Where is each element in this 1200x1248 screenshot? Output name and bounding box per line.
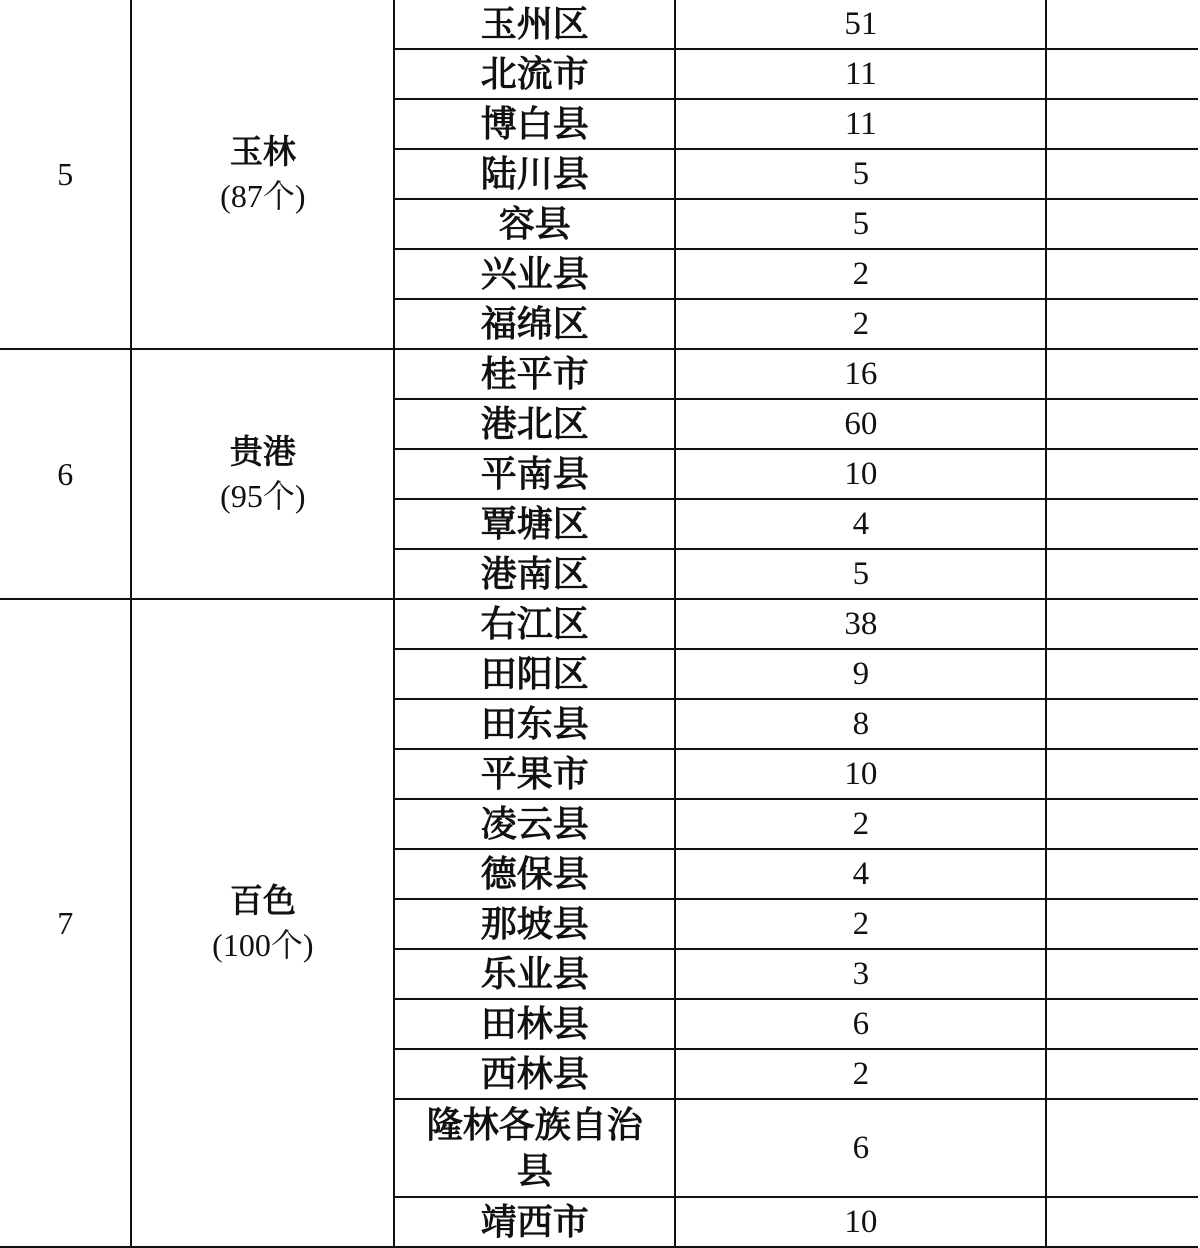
county-cell: 港南区: [394, 549, 675, 599]
note-cell: [1046, 399, 1198, 449]
note-cell: [1046, 949, 1198, 999]
count-cell: 3: [675, 949, 1046, 999]
county-cell: 平南县: [394, 449, 675, 499]
seq-cell: 6: [0, 349, 131, 599]
count-cell: 5: [675, 549, 1046, 599]
county-cell: 隆林各族自治县: [394, 1099, 675, 1197]
county-cell: 田东县: [394, 699, 675, 749]
note-cell: [1046, 49, 1198, 99]
count-cell: 4: [675, 849, 1046, 899]
city-cell: [131, 0, 394, 349]
note-cell: [1046, 699, 1198, 749]
city-name: 贵港: [229, 432, 296, 471]
count-cell: 10: [675, 449, 1046, 499]
count-cell: 2: [675, 1049, 1046, 1099]
count-cell: 11: [675, 49, 1046, 99]
note-cell: [1046, 599, 1198, 649]
city-cell: [131, 599, 394, 1247]
county-cell: 桂平市: [394, 349, 675, 399]
county-cell: 平果市: [394, 749, 675, 799]
count-cell: 10: [675, 1197, 1046, 1247]
county-cell: 那坡县: [394, 899, 675, 949]
city-count: (87个): [220, 178, 306, 214]
note-cell: [1046, 249, 1198, 299]
county-cell: 博白县: [394, 99, 675, 149]
table-row: [0, 349, 1198, 399]
note-cell: [1046, 0, 1198, 49]
county-cell: 福绵区: [394, 299, 675, 349]
note-cell: [1046, 799, 1198, 849]
count-cell: 10: [675, 749, 1046, 799]
count-cell: 60: [675, 399, 1046, 449]
count-cell: 2: [675, 249, 1046, 299]
count-cell: 6: [675, 999, 1046, 1049]
county-cell: 凌云县: [394, 799, 675, 849]
note-cell: [1046, 649, 1198, 699]
city-name: 百色: [229, 881, 296, 920]
note-cell: [1046, 1197, 1198, 1247]
city-count: (95个): [220, 478, 306, 514]
county-cell: 西林县: [394, 1049, 675, 1099]
count-cell: 5: [675, 199, 1046, 249]
note-cell: [1046, 749, 1198, 799]
count-cell: 2: [675, 299, 1046, 349]
count-cell: 51: [675, 0, 1046, 49]
note-cell: [1046, 299, 1198, 349]
count-cell: 4: [675, 499, 1046, 549]
count-cell: 38: [675, 599, 1046, 649]
seq-cell: 7: [0, 599, 131, 1247]
count-cell: 6: [675, 1099, 1046, 1197]
count-cell: 11: [675, 99, 1046, 149]
note-cell: [1046, 499, 1198, 549]
count-cell: 8: [675, 699, 1046, 749]
county-cell: 兴业县: [394, 249, 675, 299]
county-cell: 乐业县: [394, 949, 675, 999]
count-cell: 9: [675, 649, 1046, 699]
note-cell: [1046, 149, 1198, 199]
count-cell: 5: [675, 149, 1046, 199]
county-cell: 港北区: [394, 399, 675, 449]
note-cell: [1046, 849, 1198, 899]
note-cell: [1046, 199, 1198, 249]
city-count: (100个): [212, 927, 314, 963]
county-cell: 北流市: [394, 49, 675, 99]
count-cell: 16: [675, 349, 1046, 399]
table-row: [0, 599, 1198, 649]
county-cell: 右江区: [394, 599, 675, 649]
note-cell: [1046, 999, 1198, 1049]
county-cell: 玉州区: [394, 0, 675, 49]
note-cell: [1046, 1049, 1198, 1099]
city-name: 玉林: [229, 132, 296, 171]
county-cell: 容县: [394, 199, 675, 249]
county-cell: 德保县: [394, 849, 675, 899]
county-cell: 田林县: [394, 999, 675, 1049]
note-cell: [1046, 99, 1198, 149]
count-cell: 2: [675, 799, 1046, 849]
note-cell: [1046, 449, 1198, 499]
note-cell: [1046, 349, 1198, 399]
note-cell: [1046, 549, 1198, 599]
county-cell: 田阳区: [394, 649, 675, 699]
note-cell: [1046, 899, 1198, 949]
seq-cell: 5: [0, 0, 131, 349]
table-row: [0, 0, 1198, 49]
count-cell: 2: [675, 899, 1046, 949]
county-cell: 陆川县: [394, 149, 675, 199]
county-cell: 覃塘区: [394, 499, 675, 549]
note-cell: [1046, 1099, 1198, 1197]
county-cell: 靖西市: [394, 1197, 675, 1247]
city-cell: [131, 349, 394, 599]
